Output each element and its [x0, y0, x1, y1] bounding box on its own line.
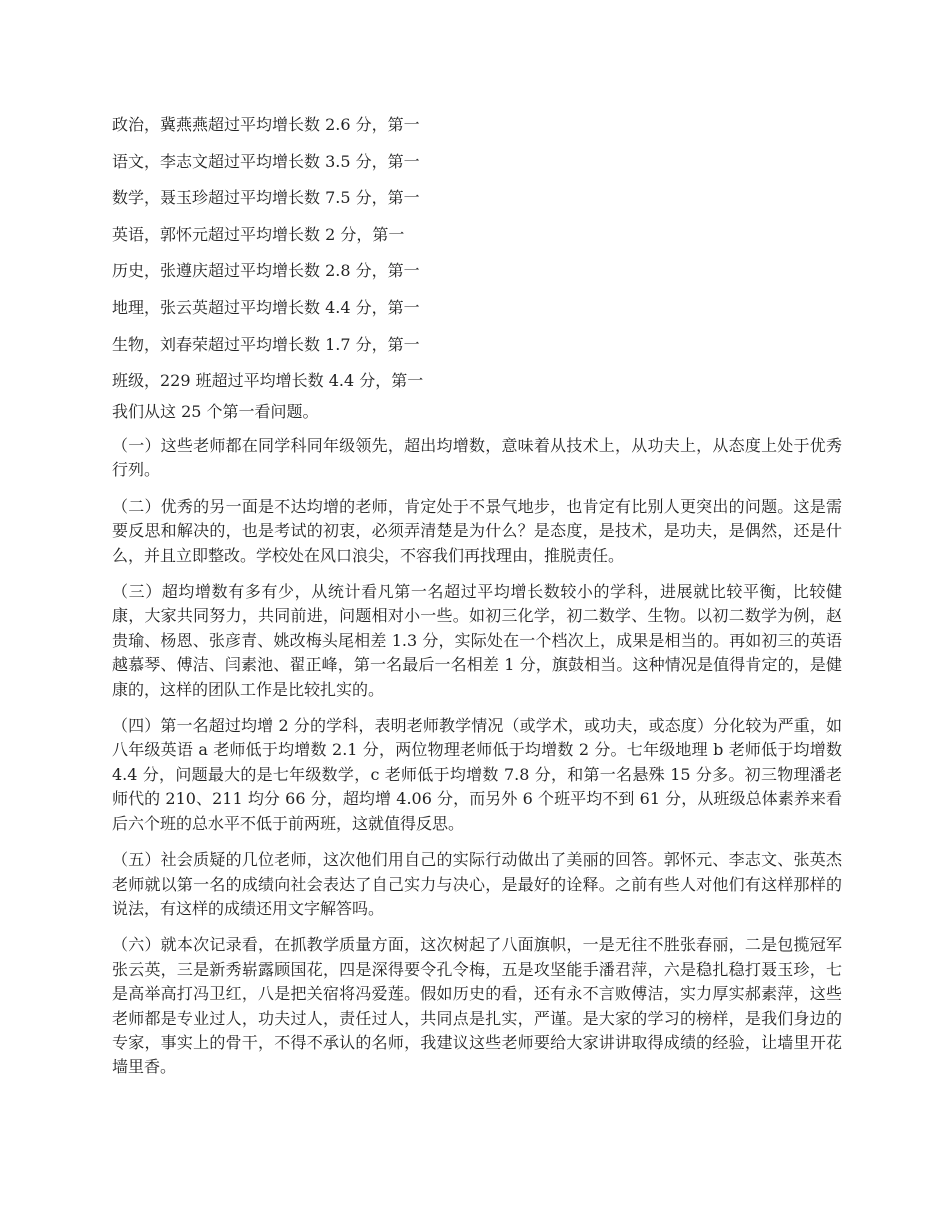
summary-line-politics: 政治，冀燕燕超过平均增长数 2.6 分，第一 — [112, 115, 420, 134]
summary-line-class: 班级，229 班超过平均增长数 4.4 分，第一 — [112, 371, 424, 391]
paragraph-3: （三）超均增数有多有少，从统计看凡第一名超过平均增长数较小的学科，进展就比较平衡，比较健康，大家共同努力，共同前进，问题相对小一些。如初三化学，初二数学、生物。以初二数学为例，赵贵瑜、杨恩、张彦青、姚改梅头尾相差 1.3 分，实际处在一个档次上，成果是相当的。再如初三的英语越慕琴、傅洁、闫素池、翟正峰，第一名最后一名相差 1 分，旗鼓相当。这种情况是值得肯定的，是健康的，这样的团队工作是比较扎实的。 — [112, 582, 842, 699]
intro-line: 我们从这 25 个第一看问题。 — [112, 402, 319, 421]
summary-line-biology: 生物，刘春荣超过平均增长数 1.7 分，第一 — [112, 334, 420, 354]
summary-line-chinese: 语文，李志文超过平均增长数 3.5 分，第一 — [112, 151, 420, 171]
summary-line-math: 数学，聂玉珍超过平均增长数 7.5 分，第一 — [112, 188, 420, 208]
paragraph-6: （六）就本次记录看，在抓教学质量方面，这次树起了八面旗帜，一是无往不胜张春丽，二是包揽冠军张云英，三是新秀崭露顾国花，四是深得要令孔令梅，五是攻坚能手潘君萍，六是稳扎稳打聂玉珍，七是高举高打冯卫红，八是把关宿将冯爱莲。假如历史的看，还有永不言败傅洁，实力厚实郝素萍，这些老师都是专业过人，功夫过人，责任过人，共同点是扎实，严谨。是大家的学习的榜样，是我们身边的专家，事实上的骨干，不得不承认的名师，我建议这些老师要给大家讲讲取得成绩的经验，让墙里开花墙里香。 — [112, 935, 842, 1077]
paragraph-5: （五）社会质疑的几位老师，这次他们用自己的实际行动做出了美丽的回答。郭怀元、李志文、张英杰老师就以第一名的成绩向社会表达了自己实力与决心，是最好的诠释。之前有些人对他们有这样那样的说法，有这样的成绩还用文字解答吗。 — [112, 850, 842, 918]
analysis-section — [112, 400, 842, 1092]
summary-line-english: 英语，郭怀元超过平均增长数 2 分，第一 — [112, 224, 405, 244]
summary-line-history: 历史，张遵庆超过平均增长数 2.8 分，第一 — [112, 261, 420, 281]
paragraph-2: （二）优秀的另一面是不达均增的老师，肯定处于不景气地步，也肯定有比别人更突出的问题。这是需要反思和解决的，也是考试的初衷，必须弄清楚是为什么？是态度，是技术，是功夫，是偶然，还是什么，并且立即整改。学校处在风口浪尖，不容我们再找理由，推脱责任。 — [112, 496, 842, 565]
paragraph-4: （四）第一名超过均增 2 分的学科，表明老师教学情况（或学术，或功夫，或态度）分化较为严重，如八年级英语 a 老师低于均增数 2.1 分，两位物理老师低于均增数 2 分。七年级地理 b 老师低于均增数 4.4 分，问题最大的是七年级数学，c 老师低于均增数 7.8 分，和第一名悬殊 15 分多。初三物理潘老师代的 210、211 均分 66 分，超均增 4.06 分，而另外 6 个班平均不到 61 分，从班级总体素养来看后六个班的总水平不低于前两班，这就值得反思。 — [112, 716, 842, 833]
paragraph-1: （一）这些老师都在同学科同年级领先，超出均增数，意味着从技术上，从功夫上，从态度上处于优秀行列。 — [112, 436, 842, 480]
summary-line-geography: 地理，张云英超过平均增长数 4.4 分，第一 — [112, 297, 420, 317]
first-place-summary-list — [112, 110, 572, 403]
